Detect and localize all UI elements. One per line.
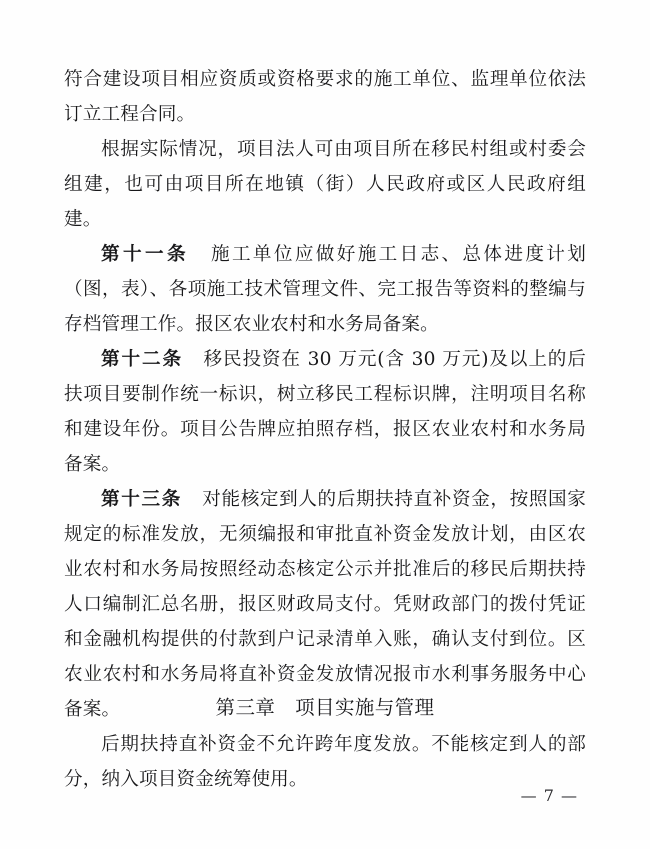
page-number-footer: — 7 — (520, 786, 578, 805)
paragraph-text: 根据实际情况，项目法人可由项目所在移民村组或村委会组建，也可由项目所在地镇（街）人民政府或区人民政府组建。 (64, 139, 586, 230)
document-body (64, 62, 586, 797)
paragraph-text: 后期扶持直补资金不允许跨年度发放。不能核定到人的部分，纳入项目资金统筹使用。 (64, 734, 586, 790)
paragraph-article-12 (64, 342, 586, 482)
paragraph-text: 移民投资在 30 万元(含 30 万元)及以上的后扶项目要制作统一标识，树立移民工程标识牌，注明项目名称和建设年份。项目公告牌应拍照存档，报区农业农村和水务局备案。 (64, 349, 586, 475)
paragraph-text: 施工单位应做好施工日志、总体进度计划（图，表）、各项施工技术管理文件、完工报告等资料的整编与存档管理工作。报区农业农村和水务局备案。 (64, 244, 586, 335)
paragraph-continuation (64, 62, 586, 132)
paragraph-text: 符合建设项目相应资质或资格要求的施工单位、监理单位依法订立工程合同。 (64, 69, 586, 125)
paragraph-article-13 (64, 482, 586, 727)
paragraph-article-11 (64, 237, 586, 342)
chapter-heading: 第三章 项目实施与管理 (215, 696, 435, 719)
article-label-11: 第十一条 (101, 244, 209, 265)
paragraph-text: 对能核定到人的后期扶持直补资金，按照国家规定的标准发放，无须编报和审批直补资金发放计划，由区农业农村和水务局按照经动态核定公示并批准后的移民后期扶持人口编制汇总名册，报区财政局支付。凭财政部门的拨付凭证和金融机构提供的付款到户记录清单入账，确认支付到位。区农业农村和水务局将直补资金发放情况报市水利事务服务中心备案。 (64, 489, 586, 720)
paragraph-legal-person (64, 132, 586, 237)
article-label-13: 第十三条 (101, 489, 202, 510)
article-label-12: 第十二条 (101, 349, 203, 370)
